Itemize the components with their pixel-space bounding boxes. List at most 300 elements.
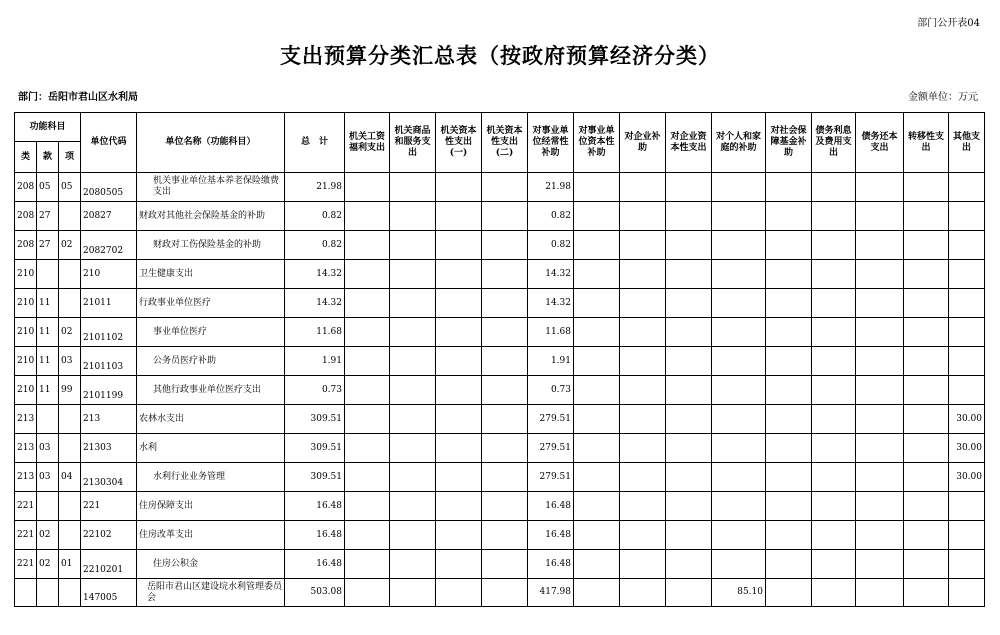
page-title: 支出预算分类汇总表（按政府预算经济分类） (280, 43, 720, 68)
cell-unit-code: 22102 (81, 521, 137, 550)
cell-lei: 210 (15, 289, 37, 318)
cell-col-9 (712, 521, 766, 550)
cell-col-4 (482, 405, 528, 434)
cell-unit-name: 水利行业业务管理 (137, 463, 285, 492)
cell-unit-code: 2101102 (81, 318, 137, 347)
cell-col-13 (904, 318, 949, 347)
cell-col-9 (712, 289, 766, 318)
cell-col-3 (436, 231, 482, 260)
cell-xiang: 03 (59, 347, 81, 376)
cell-col-6 (574, 260, 620, 289)
cell-unit-code: 2080505 (81, 173, 137, 202)
cell-lei: 210 (15, 260, 37, 289)
cell-col-10 (766, 231, 812, 260)
cell-col-8 (666, 318, 712, 347)
cell-col-11 (812, 579, 856, 607)
cell-col-8 (666, 202, 712, 231)
cell-col-5: 0.82 (528, 202, 574, 231)
cell-col-3 (436, 492, 482, 521)
cell-xiang: 02 (59, 231, 81, 260)
cell-col-3 (436, 463, 482, 492)
table-row (15, 376, 985, 405)
cell-col-12 (856, 173, 904, 202)
cell-col-2 (390, 202, 436, 231)
table-row (15, 231, 985, 260)
table-row (15, 492, 985, 521)
cell-col-1 (345, 260, 390, 289)
cell-col-3 (436, 550, 482, 579)
cell-col-4 (482, 318, 528, 347)
cell-col-5: 21.98 (528, 173, 574, 202)
cell-col-10 (766, 318, 812, 347)
cell-col-2 (390, 405, 436, 434)
cell-col-12 (856, 550, 904, 579)
header-lei: 类 (15, 142, 37, 173)
cell-col-13 (904, 405, 949, 434)
cell-col-5: 0.82 (528, 231, 574, 260)
cell-unit-code: 147005 (81, 579, 137, 607)
cell-col-9 (712, 231, 766, 260)
table-row (15, 260, 985, 289)
cell-col-10 (766, 202, 812, 231)
cell-col-2 (390, 434, 436, 463)
cell-col-4 (482, 202, 528, 231)
cell-col-14 (949, 550, 985, 579)
cell-col-12 (856, 231, 904, 260)
cell-kuan: 11 (37, 376, 59, 405)
cell-col-12 (856, 260, 904, 289)
header-col-2: 机关商品和服务支出 (390, 113, 436, 173)
cell-col-6 (574, 405, 620, 434)
cell-lei: 221 (15, 492, 37, 521)
cell-col-3 (436, 318, 482, 347)
cell-col-6 (574, 231, 620, 260)
cell-col-14 (949, 231, 985, 260)
cell-col-4 (482, 376, 528, 405)
cell-unit-name: 水利 (137, 434, 285, 463)
cell-col-6 (574, 202, 620, 231)
cell-col-7 (620, 434, 666, 463)
cell-col-11 (812, 289, 856, 318)
cell-col-7 (620, 550, 666, 579)
cell-unit-code: 2101103 (81, 347, 137, 376)
cell-col-2 (390, 260, 436, 289)
cell-col-14 (949, 521, 985, 550)
cell-col-1 (345, 289, 390, 318)
cell-kuan: 05 (37, 173, 59, 202)
cell-col-6 (574, 463, 620, 492)
cell-kuan: 03 (37, 463, 59, 492)
cell-unit-name: 财政对工伤保险基金的补助 (137, 231, 285, 260)
cell-col-9 (712, 173, 766, 202)
cell-col-7 (620, 492, 666, 521)
header-xiang: 项 (59, 142, 81, 173)
cell-col-11 (812, 376, 856, 405)
cell-col-6 (574, 376, 620, 405)
cell-xiang (59, 289, 81, 318)
cell-col-7 (620, 579, 666, 607)
cell-col-2 (390, 173, 436, 202)
cell-col-8 (666, 173, 712, 202)
header-col-13: 转移性支出 (904, 113, 949, 173)
table-row (15, 579, 985, 607)
cell-xiang: 02 (59, 318, 81, 347)
cell-lei: 210 (15, 347, 37, 376)
cell-unit-code: 2130304 (81, 463, 137, 492)
cell-col-4 (482, 492, 528, 521)
cell-col-12 (856, 579, 904, 607)
cell-unit-code: 210 (81, 260, 137, 289)
cell-col-11 (812, 463, 856, 492)
cell-xiang: 04 (59, 463, 81, 492)
cell-col-10 (766, 550, 812, 579)
cell-col-8 (666, 579, 712, 607)
cell-xiang (59, 434, 81, 463)
cell-col-11 (812, 550, 856, 579)
cell-col-8 (666, 231, 712, 260)
cell-col-7 (620, 521, 666, 550)
cell-xiang (59, 202, 81, 231)
cell-col-4 (482, 260, 528, 289)
table-row (15, 550, 985, 579)
cell-col-13 (904, 231, 949, 260)
cell-unit-name: 住房保障支出 (137, 492, 285, 521)
header-col-1: 机关工资福利支出 (345, 113, 390, 173)
cell-col-11 (812, 434, 856, 463)
cell-col-1 (345, 318, 390, 347)
table-row (15, 463, 985, 492)
cell-col-13 (904, 260, 949, 289)
header-col-6: 对事业单位资本性补助 (574, 113, 620, 173)
table-row (15, 521, 985, 550)
cell-xiang (59, 405, 81, 434)
cell-col-11 (812, 521, 856, 550)
cell-col-5: 16.48 (528, 521, 574, 550)
cell-xiang: 99 (59, 376, 81, 405)
cell-col-12 (856, 318, 904, 347)
header-col-11: 债务利息及费用支出 (812, 113, 856, 173)
cell-col-7 (620, 347, 666, 376)
cell-col-7 (620, 173, 666, 202)
cell-col-2 (390, 579, 436, 607)
cell-col-4 (482, 289, 528, 318)
cell-col-8 (666, 260, 712, 289)
cell-col-11 (812, 173, 856, 202)
cell-col-2 (390, 289, 436, 318)
cell-xiang (59, 492, 81, 521)
table-row (15, 202, 985, 231)
cell-col-14 (949, 260, 985, 289)
cell-col-2 (390, 521, 436, 550)
cell-col-6 (574, 434, 620, 463)
cell-kuan (37, 405, 59, 434)
cell-unit-name: 公务员医疗补助 (137, 347, 285, 376)
cell-total: 16.48 (285, 550, 345, 579)
cell-col-1 (345, 173, 390, 202)
cell-col-13 (904, 289, 949, 318)
cell-lei: 208 (15, 173, 37, 202)
cell-col-12 (856, 463, 904, 492)
cell-col-8 (666, 521, 712, 550)
cell-unit-name: 岳阳市君山区建设垸水利管理委员会 (137, 579, 285, 607)
cell-col-11 (812, 492, 856, 521)
cell-xiang (59, 260, 81, 289)
header-col-9: 对个人和家庭的补助 (712, 113, 766, 173)
cell-lei: 208 (15, 202, 37, 231)
cell-unit-name: 其他行政事业单位医疗支出 (137, 376, 285, 405)
header-kuan: 款 (37, 142, 59, 173)
header-unit-name: 单位名称（功能科目） (137, 113, 285, 173)
cell-col-5: 279.51 (528, 463, 574, 492)
cell-col-3 (436, 579, 482, 607)
header-col-5: 对事业单位经常性补助 (528, 113, 574, 173)
cell-kuan: 11 (37, 289, 59, 318)
cell-col-13 (904, 579, 949, 607)
cell-kuan: 02 (37, 521, 59, 550)
cell-col-1 (345, 434, 390, 463)
cell-lei: 208 (15, 231, 37, 260)
cell-col-5: 417.98 (528, 579, 574, 607)
cell-col-14 (949, 173, 985, 202)
table-row (15, 318, 985, 347)
cell-lei: 213 (15, 434, 37, 463)
cell-total: 11.68 (285, 318, 345, 347)
cell-col-12 (856, 405, 904, 434)
cell-unit-name: 卫生健康支出 (137, 260, 285, 289)
cell-col-7 (620, 405, 666, 434)
cell-col-11 (812, 318, 856, 347)
table-row (15, 289, 985, 318)
cell-col-1 (345, 521, 390, 550)
cell-total: 309.51 (285, 434, 345, 463)
cell-col-4 (482, 550, 528, 579)
cell-unit-code: 21011 (81, 289, 137, 318)
amount-unit-label: 金额单位：万元 (908, 92, 978, 103)
table-row (15, 347, 985, 376)
cell-lei: 213 (15, 463, 37, 492)
cell-col-12 (856, 521, 904, 550)
cell-col-7 (620, 463, 666, 492)
cell-col-7 (620, 202, 666, 231)
cell-col-6 (574, 347, 620, 376)
header-col-4: 机关资本性支出(二) (482, 113, 528, 173)
cell-col-3 (436, 521, 482, 550)
cell-total: 0.82 (285, 231, 345, 260)
cell-col-13 (904, 376, 949, 405)
cell-col-11 (812, 260, 856, 289)
cell-col-13 (904, 550, 949, 579)
cell-col-9 (712, 202, 766, 231)
cell-col-3 (436, 434, 482, 463)
cell-col-10 (766, 173, 812, 202)
cell-col-7 (620, 318, 666, 347)
cell-col-14 (949, 492, 985, 521)
cell-col-13 (904, 347, 949, 376)
cell-col-12 (856, 434, 904, 463)
cell-col-10 (766, 347, 812, 376)
cell-col-3 (436, 347, 482, 376)
cell-col-1 (345, 492, 390, 521)
cell-col-6 (574, 173, 620, 202)
cell-col-13 (904, 521, 949, 550)
cell-col-14 (949, 579, 985, 607)
cell-unit-name: 财政对其他社会保险基金的补助 (137, 202, 285, 231)
cell-col-1 (345, 579, 390, 607)
cell-col-1 (345, 202, 390, 231)
cell-col-8 (666, 492, 712, 521)
cell-lei: 221 (15, 550, 37, 579)
cell-col-5: 16.48 (528, 550, 574, 579)
cell-unit-code: 213 (81, 405, 137, 434)
cell-kuan (37, 492, 59, 521)
cell-kuan: 11 (37, 347, 59, 376)
cell-col-5: 14.32 (528, 260, 574, 289)
cell-total: 309.51 (285, 463, 345, 492)
cell-col-13 (904, 434, 949, 463)
cell-col-2 (390, 492, 436, 521)
cell-lei: 221 (15, 521, 37, 550)
cell-col-12 (856, 202, 904, 231)
cell-kuan: 27 (37, 202, 59, 231)
cell-total: 0.73 (285, 376, 345, 405)
cell-col-3 (436, 289, 482, 318)
cell-kuan: 27 (37, 231, 59, 260)
cell-col-9 (712, 376, 766, 405)
cell-col-14: 30.00 (949, 405, 985, 434)
header-col-10: 对社会保障基金补助 (766, 113, 812, 173)
cell-col-14: 30.00 (949, 463, 985, 492)
cell-col-8 (666, 550, 712, 579)
cell-col-12 (856, 376, 904, 405)
cell-col-4 (482, 173, 528, 202)
cell-col-3 (436, 202, 482, 231)
cell-total: 14.32 (285, 289, 345, 318)
cell-col-2 (390, 347, 436, 376)
cell-col-10 (766, 463, 812, 492)
cell-col-10 (766, 405, 812, 434)
cell-col-14 (949, 318, 985, 347)
cell-col-4 (482, 434, 528, 463)
header-col-12: 债务还本支出 (856, 113, 904, 173)
cell-col-9 (712, 260, 766, 289)
cell-kuan: 03 (37, 434, 59, 463)
cell-col-12 (856, 347, 904, 376)
cell-col-14 (949, 202, 985, 231)
header-col-8: 对企业资本性支出 (666, 113, 712, 173)
cell-col-13 (904, 173, 949, 202)
cell-unit-code: 221 (81, 492, 137, 521)
cell-col-2 (390, 318, 436, 347)
cell-col-3 (436, 376, 482, 405)
cell-col-4 (482, 347, 528, 376)
cell-col-10 (766, 260, 812, 289)
cell-col-6 (574, 521, 620, 550)
cell-col-5: 0.73 (528, 376, 574, 405)
cell-col-1 (345, 463, 390, 492)
cell-col-13 (904, 202, 949, 231)
cell-unit-name: 住房改革支出 (137, 521, 285, 550)
table-row (15, 173, 985, 202)
cell-unit-name: 机关事业单位基本养老保险缴费支出 (137, 173, 285, 202)
cell-col-7 (620, 260, 666, 289)
cell-col-9 (712, 405, 766, 434)
header-unit-code: 单位代码 (81, 113, 137, 173)
table-row (15, 405, 985, 434)
cell-col-6 (574, 318, 620, 347)
cell-col-3 (436, 260, 482, 289)
cell-col-1 (345, 376, 390, 405)
cell-unit-name: 住房公积金 (137, 550, 285, 579)
cell-col-8 (666, 434, 712, 463)
cell-col-2 (390, 231, 436, 260)
cell-col-6 (574, 550, 620, 579)
cell-col-7 (620, 376, 666, 405)
cell-col-5: 11.68 (528, 318, 574, 347)
cell-col-1 (345, 231, 390, 260)
cell-col-1 (345, 347, 390, 376)
cell-total: 21.98 (285, 173, 345, 202)
cell-col-3 (436, 405, 482, 434)
table-row (15, 434, 985, 463)
header-col-3: 机关资本性支出(一) (436, 113, 482, 173)
cell-kuan: 02 (37, 550, 59, 579)
cell-col-5: 16.48 (528, 492, 574, 521)
cell-col-11 (812, 231, 856, 260)
cell-kuan (37, 260, 59, 289)
cell-col-10 (766, 579, 812, 607)
cell-col-8 (666, 347, 712, 376)
cell-col-1 (345, 405, 390, 434)
cell-total: 14.32 (285, 260, 345, 289)
cell-lei: 210 (15, 318, 37, 347)
cell-unit-code: 2210201 (81, 550, 137, 579)
cell-unit-name: 农林水支出 (137, 405, 285, 434)
cell-col-6 (574, 289, 620, 318)
cell-col-10 (766, 376, 812, 405)
cell-total: 0.82 (285, 202, 345, 231)
cell-unit-code: 21303 (81, 434, 137, 463)
cell-col-2 (390, 376, 436, 405)
cell-col-5: 279.51 (528, 434, 574, 463)
cell-col-4 (482, 521, 528, 550)
cell-col-9 (712, 434, 766, 463)
cell-col-14 (949, 347, 985, 376)
header-total: 总 计 (285, 113, 345, 173)
cell-col-9: 85.10 (712, 579, 766, 607)
cell-total: 16.48 (285, 521, 345, 550)
cell-col-3 (436, 173, 482, 202)
cell-col-11 (812, 405, 856, 434)
cell-col-4 (482, 579, 528, 607)
cell-unit-name: 行政事业单位医疗 (137, 289, 285, 318)
cell-col-8 (666, 463, 712, 492)
cell-col-10 (766, 289, 812, 318)
cell-col-10 (766, 492, 812, 521)
cell-xiang (59, 521, 81, 550)
cell-xiang (59, 579, 81, 607)
cell-total: 309.51 (285, 405, 345, 434)
cell-unit-code: 20827 (81, 202, 137, 231)
cell-kuan: 11 (37, 318, 59, 347)
cell-col-11 (812, 202, 856, 231)
cell-col-9 (712, 318, 766, 347)
cell-col-6 (574, 492, 620, 521)
cell-col-2 (390, 463, 436, 492)
cell-total: 1.91 (285, 347, 345, 376)
cell-col-6 (574, 579, 620, 607)
cell-col-8 (666, 289, 712, 318)
cell-unit-code: 2082702 (81, 231, 137, 260)
